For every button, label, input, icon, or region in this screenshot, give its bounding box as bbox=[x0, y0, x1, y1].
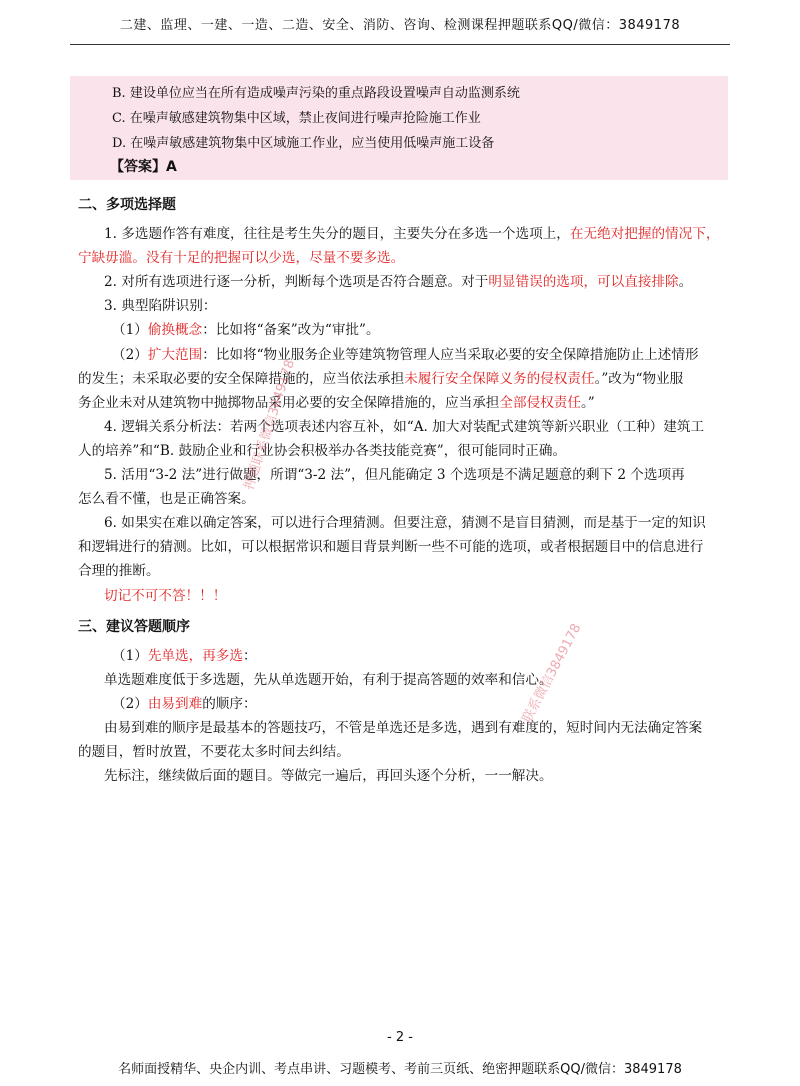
paragraph-1-line-1: 1. 多选题作答有难度，往往是考生失分的题目，主要失分在多选一个选项上，在无绝对把握的情况下， bbox=[104, 226, 720, 242]
paragraph-4-line-2: 人的培养”和“B. 鼓励企业和行业协会积极举办各类技能竞赛”，很可能同时正确。 bbox=[78, 443, 567, 459]
paragraph-3: 3. 典型陷阱识别： bbox=[104, 298, 217, 314]
paragraph-5-line-2: 怎么看不懂，也是正确答案。 bbox=[78, 491, 255, 507]
section-heading-order: 三、建议答题顺序 bbox=[78, 619, 190, 635]
paragraph-6-line-1: 6. 如果实在难以确定答案，可以进行合理猜测。但要注意，猜测不是盲目猜测，而是基于一定的知识 bbox=[104, 515, 706, 531]
option-c: C. 在噪声敏感建筑物集中区域，禁止夜间进行噪声抢险施工作业 bbox=[112, 111, 481, 126]
order-2: （2）由易到难的顺序： bbox=[112, 696, 257, 712]
answer-label: 【答案】A bbox=[110, 159, 177, 175]
section-heading-multiple-choice: 二、多项选择题 bbox=[78, 197, 176, 213]
page-header: 二建、监理、一建、一造、二造、安全、消防、咨询、检测课程押题联系QQ/微信：3849178 bbox=[119, 18, 681, 33]
option-b: B. 建设单位应当在所有造成噪声污染的重点路段设置噪声自动监测系统 bbox=[112, 86, 520, 101]
order-2-desc-line-3: 先标注，继续做后面的题目。等做完一遍后，再回头逐个分析，一一解决。 bbox=[104, 768, 553, 784]
page-number: - 2 - bbox=[387, 1030, 413, 1045]
trap-2-line-2: 的发生；未采取必要的安全保障措施的，应当依法承担未履行安全保障义务的侵权责任。”改为“物业服 bbox=[78, 371, 684, 387]
paragraph-2: 2. 对所有选项进行逐一分析，判断每个选项是否符合题意。对于明显错误的选项，可以直接排除。 bbox=[104, 274, 693, 290]
page-footer: 名师面授精华、央企内训、考点串讲、习题模考、考前三页纸、绝密押题联系QQ/微信：3849178 bbox=[118, 1062, 682, 1077]
trap-1: （1）偷换概念：比如将“备案”改为“审批”。 bbox=[112, 322, 380, 338]
order-1-desc: 单选题难度低于多选题，先从单选题开始，有利于提高答题的效率和信心。 bbox=[104, 672, 553, 688]
trap-2-line-1: （2）扩大范围：比如将“物业服务企业等建筑物管理人应当采取必要的安全保障措施防止上述情形 bbox=[112, 347, 699, 363]
trap-2-line-3: 务企业未对从建筑物中抛掷物品采用必要的安全保障措施的，应当承担全部侵权责任。” bbox=[78, 395, 595, 411]
option-d: D. 在噪声敏感建筑物集中区域施工作业，应当使用低噪声施工设备 bbox=[112, 136, 495, 151]
watermark-2: 一联系微信3849178 bbox=[513, 621, 585, 737]
watermark-1: 押题联系微信3849178 bbox=[241, 357, 299, 492]
order-2-desc-line-1: 由易到难的顺序是最基本的答题技巧，不管是单选还是多选，遇到有难度的，短时间内无法确定答案 bbox=[104, 720, 703, 736]
paragraph-4-line-1: 4. 逻辑关系分析法：若两个选项表述内容互补，如“A. 加大对装配式建筑等新兴职业（工种）建筑工 bbox=[104, 419, 705, 435]
answer-options-box bbox=[70, 76, 728, 180]
paragraph-6-line-2: 和逻辑进行的猜测。比如，可以根据常识和题目背景判断一些不可能的选项，或者根据题目中的信息进行 bbox=[78, 539, 704, 555]
paragraph-5-line-1: 5. 活用“3-2 法”进行做题，所谓“3-2 法”，但凡能确定 3 个选项是不满足题意的剩下 2 个选项再 bbox=[104, 467, 685, 483]
order-1: （1）先单选，再多选： bbox=[112, 648, 257, 664]
paragraph-6-line-3: 合理的推断。 bbox=[78, 563, 160, 579]
warning-note: 切记不可不答！！！ bbox=[104, 588, 227, 604]
order-2-desc-line-2: 的题目，暂时放置，不要花太多时间去纠结。 bbox=[78, 744, 350, 760]
paragraph-1-line-2: 宁缺毋滥。没有十足的把握可以少选，尽量不要多选。 bbox=[78, 250, 405, 266]
header-divider bbox=[70, 44, 730, 45]
